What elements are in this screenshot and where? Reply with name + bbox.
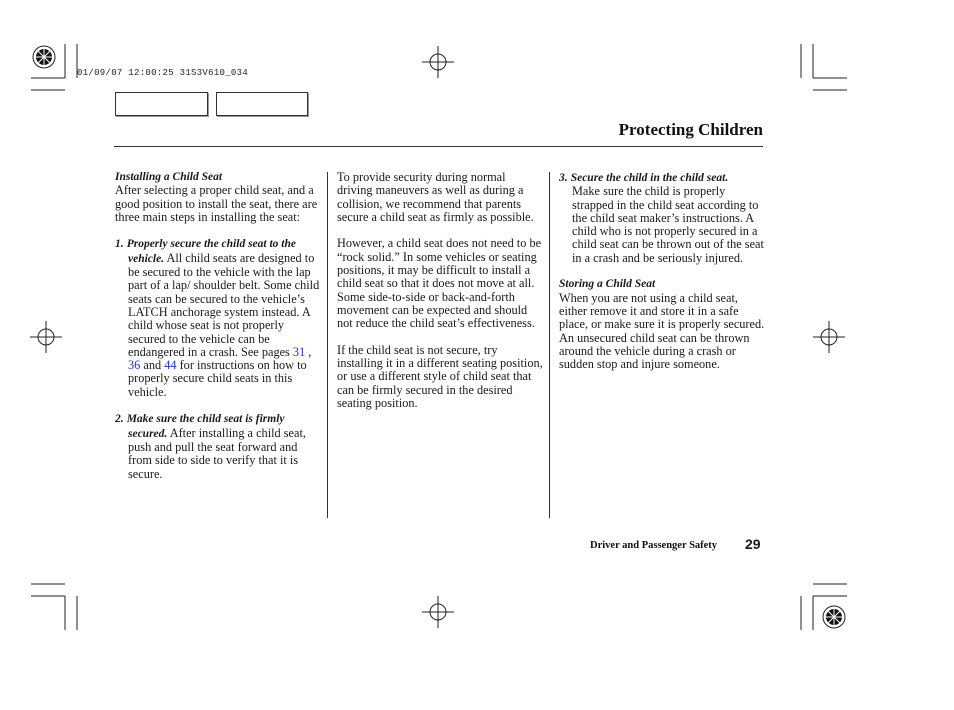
- step-3: [559, 171, 765, 265]
- step-3-number: 3.: [559, 172, 568, 184]
- step-2-heading: Make sure the child seat is firmly secured.: [126, 413, 285, 440]
- footer-section-label: Driver and Passenger Safety: [590, 540, 718, 551]
- step-2-number: 2.: [115, 413, 124, 426]
- step-1-text-b: for instructions on how to properly secure child seats in this vehicle.: [128, 358, 307, 399]
- column-3: [559, 171, 765, 385]
- paragraph-not-secure: If the child seat is not secure, try installing it in a different seating position, or use a different style of child seat that can be firmly secured in the desired seating position.: [337, 342, 543, 411]
- separator: ,: [305, 344, 312, 359]
- paragraph-rock-solid: However, a child seat does not need to be “rock solid.” In some vehicles or seating positions, it may be difficult to install a child seat so that it does not move at all. Some side-to-side or back-and-forth movement can be expected and should not reduce the child seat’s effectiveness.: [337, 236, 542, 331]
- step-1-number: 1.: [115, 238, 124, 251]
- starburst-bottom-right: [823, 606, 845, 628]
- step-3-heading: Secure the child in the child seat.: [570, 172, 729, 184]
- step-1: [115, 237, 323, 399]
- step-3-text: Make sure the child is properly strapped in the child seat according to the child seat maker’s instructions. A child who is not properly secured in a child seat can be thrown out of the seat in a crash and be seriously injured.: [572, 184, 764, 265]
- header-tab-box-1: [115, 92, 208, 116]
- separator: and: [140, 358, 165, 373]
- paragraph-security: To provide security during normal driving maneuvers as well as during a collision, we recommend that parents secure a child seat as firmly as possible.: [337, 170, 534, 224]
- starburst-top-left: [33, 46, 55, 68]
- title-rule: [114, 146, 763, 147]
- step-1-heading: Properly secure the child seat to the vehicle.: [126, 238, 296, 265]
- page-title: Protecting Children: [618, 120, 763, 139]
- page-number: 29: [745, 536, 761, 552]
- heading-installing: Installing a Child Seat: [115, 171, 223, 183]
- step-1-text-a: All child seats are designed to be secured to the vehicle with the lap part of a lap/ shoulder belt. Some child seats can be secured to the vehicle’s LATCH anchorage system instead. A child whose seat is not properly secured to the vehicle can be endangered in a crash. See pages: [128, 250, 320, 359]
- step-2: [115, 412, 323, 480]
- column-2: [337, 171, 543, 424]
- paragraph-storing: When you are not using a child seat, either remove it and store it in a safe place, or make sure it is properly secured. An unsecured child seat can be thrown around the vehicle during a crash or sudden stop and injure someone.: [559, 290, 765, 372]
- print-stamp: 01/09/07 12:00:25 31S3V610_034: [77, 68, 249, 78]
- page-link-44[interactable]: 44: [164, 358, 177, 373]
- column-divider-1: [327, 172, 328, 518]
- column-1: [115, 171, 323, 494]
- heading-storing: Storing a Child Seat: [559, 278, 656, 291]
- page-link-36[interactable]: 36: [128, 358, 141, 373]
- step-2-text: After installing a child seat, push and pull the seat forward and from side to side to verify that it is secure.: [128, 425, 306, 481]
- header-tab-box-2: [216, 92, 308, 116]
- intro-paragraph: After selecting a proper child seat, and a good position to install the seat, there are three main steps in installing the seat:: [115, 183, 318, 224]
- page-link-31[interactable]: 31: [292, 344, 306, 359]
- column-divider-2: [549, 172, 550, 518]
